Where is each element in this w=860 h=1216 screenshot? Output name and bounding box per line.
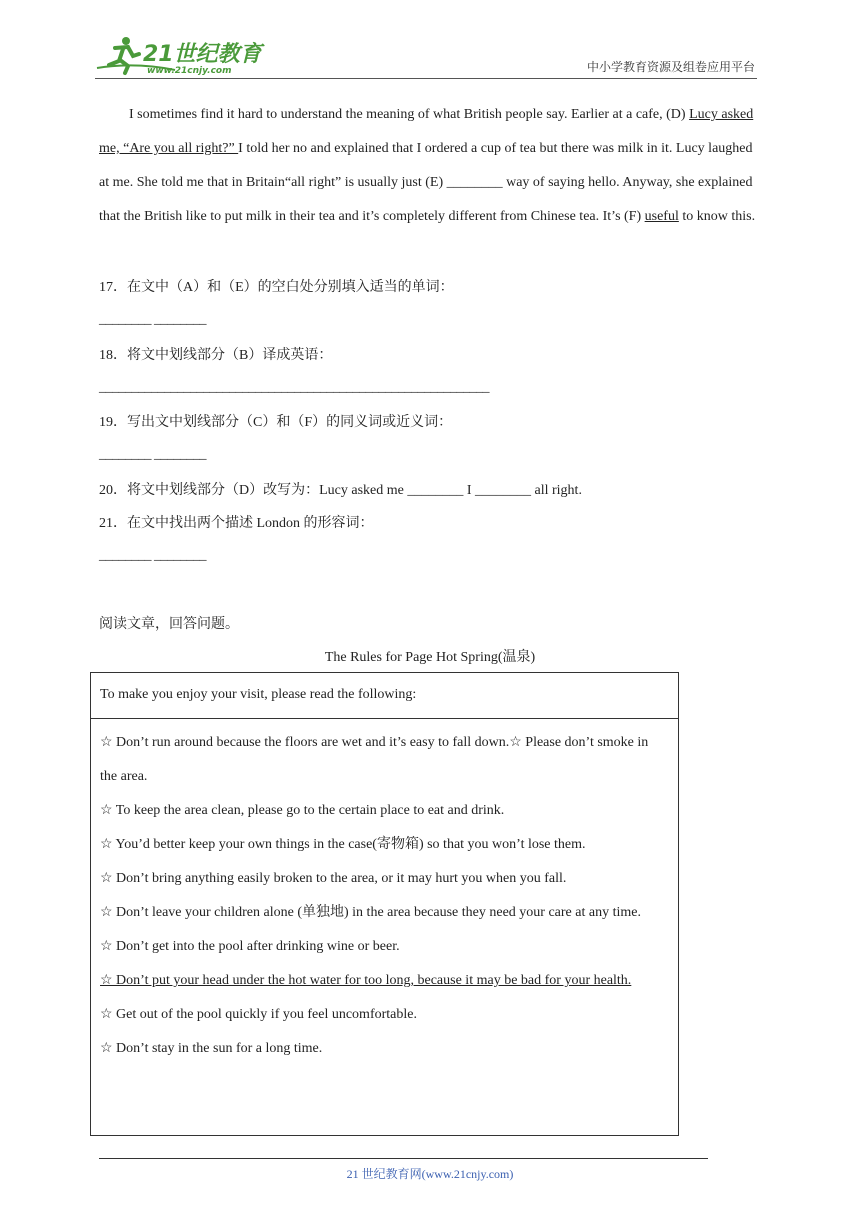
rule-item: ☆ To keep the area clean, please go to the certain place to eat and drink. [100,803,505,818]
passage-underline-d: Lucy asked me, “Are you all right?” [99,107,754,156]
reading-instruction: 阅读文章，回答问题。 [99,617,239,632]
rules-title: The Rules for Page Hot Spring(温泉) [324,650,536,665]
rule-item: ☆ Get out of the pool quickly if you feel uncomfortable. [100,1007,417,1022]
logo-main-text: 21世纪教育 [143,42,262,67]
passage-underline-f: useful [644,209,679,224]
rules-list [100,726,665,1066]
rule-item: ☆ Don’t leave your children alone (单独地) in the area because they need your care at any time. [100,905,641,920]
footer-link[interactable]: 21 世纪教育网(www.21cnjy.com) [346,1167,514,1181]
footer-divider [99,1158,708,1159]
question-20: 20．将文中划线部分（D）改写为：Lucy asked me ________ I ________ all right. [99,483,582,498]
rules-intro-text: To make you enjoy your visit, please read the following: [100,687,417,702]
rule-item: ☆ Don’t run around because the floors are wet and it’s easy to fall down.☆ Please don’t smoke in the area. [100,735,649,784]
question-19: 19．写出文中划线部分（C）和（F）的同义词或近义词： [99,415,453,430]
answer-blank-21[interactable]: ________ ________ [99,548,206,563]
question-17: 17．在文中（A）和（E）的空白处分别填入适当的单词： [99,280,454,295]
question-21: 21．在文中找出两个描述 London 的形容词： [99,516,374,531]
passage-text-1: I sometimes find it hard to understand the meaning of what British people say. Earlier at a cafe, (D) [129,107,690,122]
logo [95,32,265,76]
answer-blank-18[interactable]: ____________________________________________________________ [99,380,489,395]
rule-item: ☆ You’d better keep your own things in the case(寄物箱) so that you won’t lose them. [100,837,586,852]
passage-text-2: I told her no and explained that I ordered a cup of tea but there was milk in it. Lucy laughed at me. She told me that in Britain“all right” is usually just (E) ________ way of saying hello. Anyway, she explained that the British like to put milk in their tea and it’s completely different from Chinese tea. It’s (F) [99,141,753,224]
passage-paragraph [99,98,759,234]
page-header [95,30,757,79]
rule-item: ☆ Don’t get into the pool after drinking wine or beer. [100,939,400,954]
rule-item: ☆ Don’t bring anything easily broken to the area, or it may hurt you when you fall. [100,871,567,886]
question-18: 18．将文中划线部分（B）译成英语： [99,348,333,363]
answer-blank-19[interactable]: ________ ________ [99,447,206,462]
rules-box-header [91,673,678,719]
logo-url-text: www.21cnjy.com [147,66,232,76]
rules-box [90,672,679,1136]
rule-item-underlined: ☆ Don’t put your head under the hot water for too long, because it may be bad for your health. [100,973,632,988]
passage-text-3: to know this. [678,209,756,224]
rule-item: ☆ Don’t stay in the sun for a long time. [100,1041,323,1056]
answer-blank-17[interactable]: ________ ________ [99,312,206,327]
header-platform-text: 中小学教育资源及组卷应用平台 [586,60,755,74]
